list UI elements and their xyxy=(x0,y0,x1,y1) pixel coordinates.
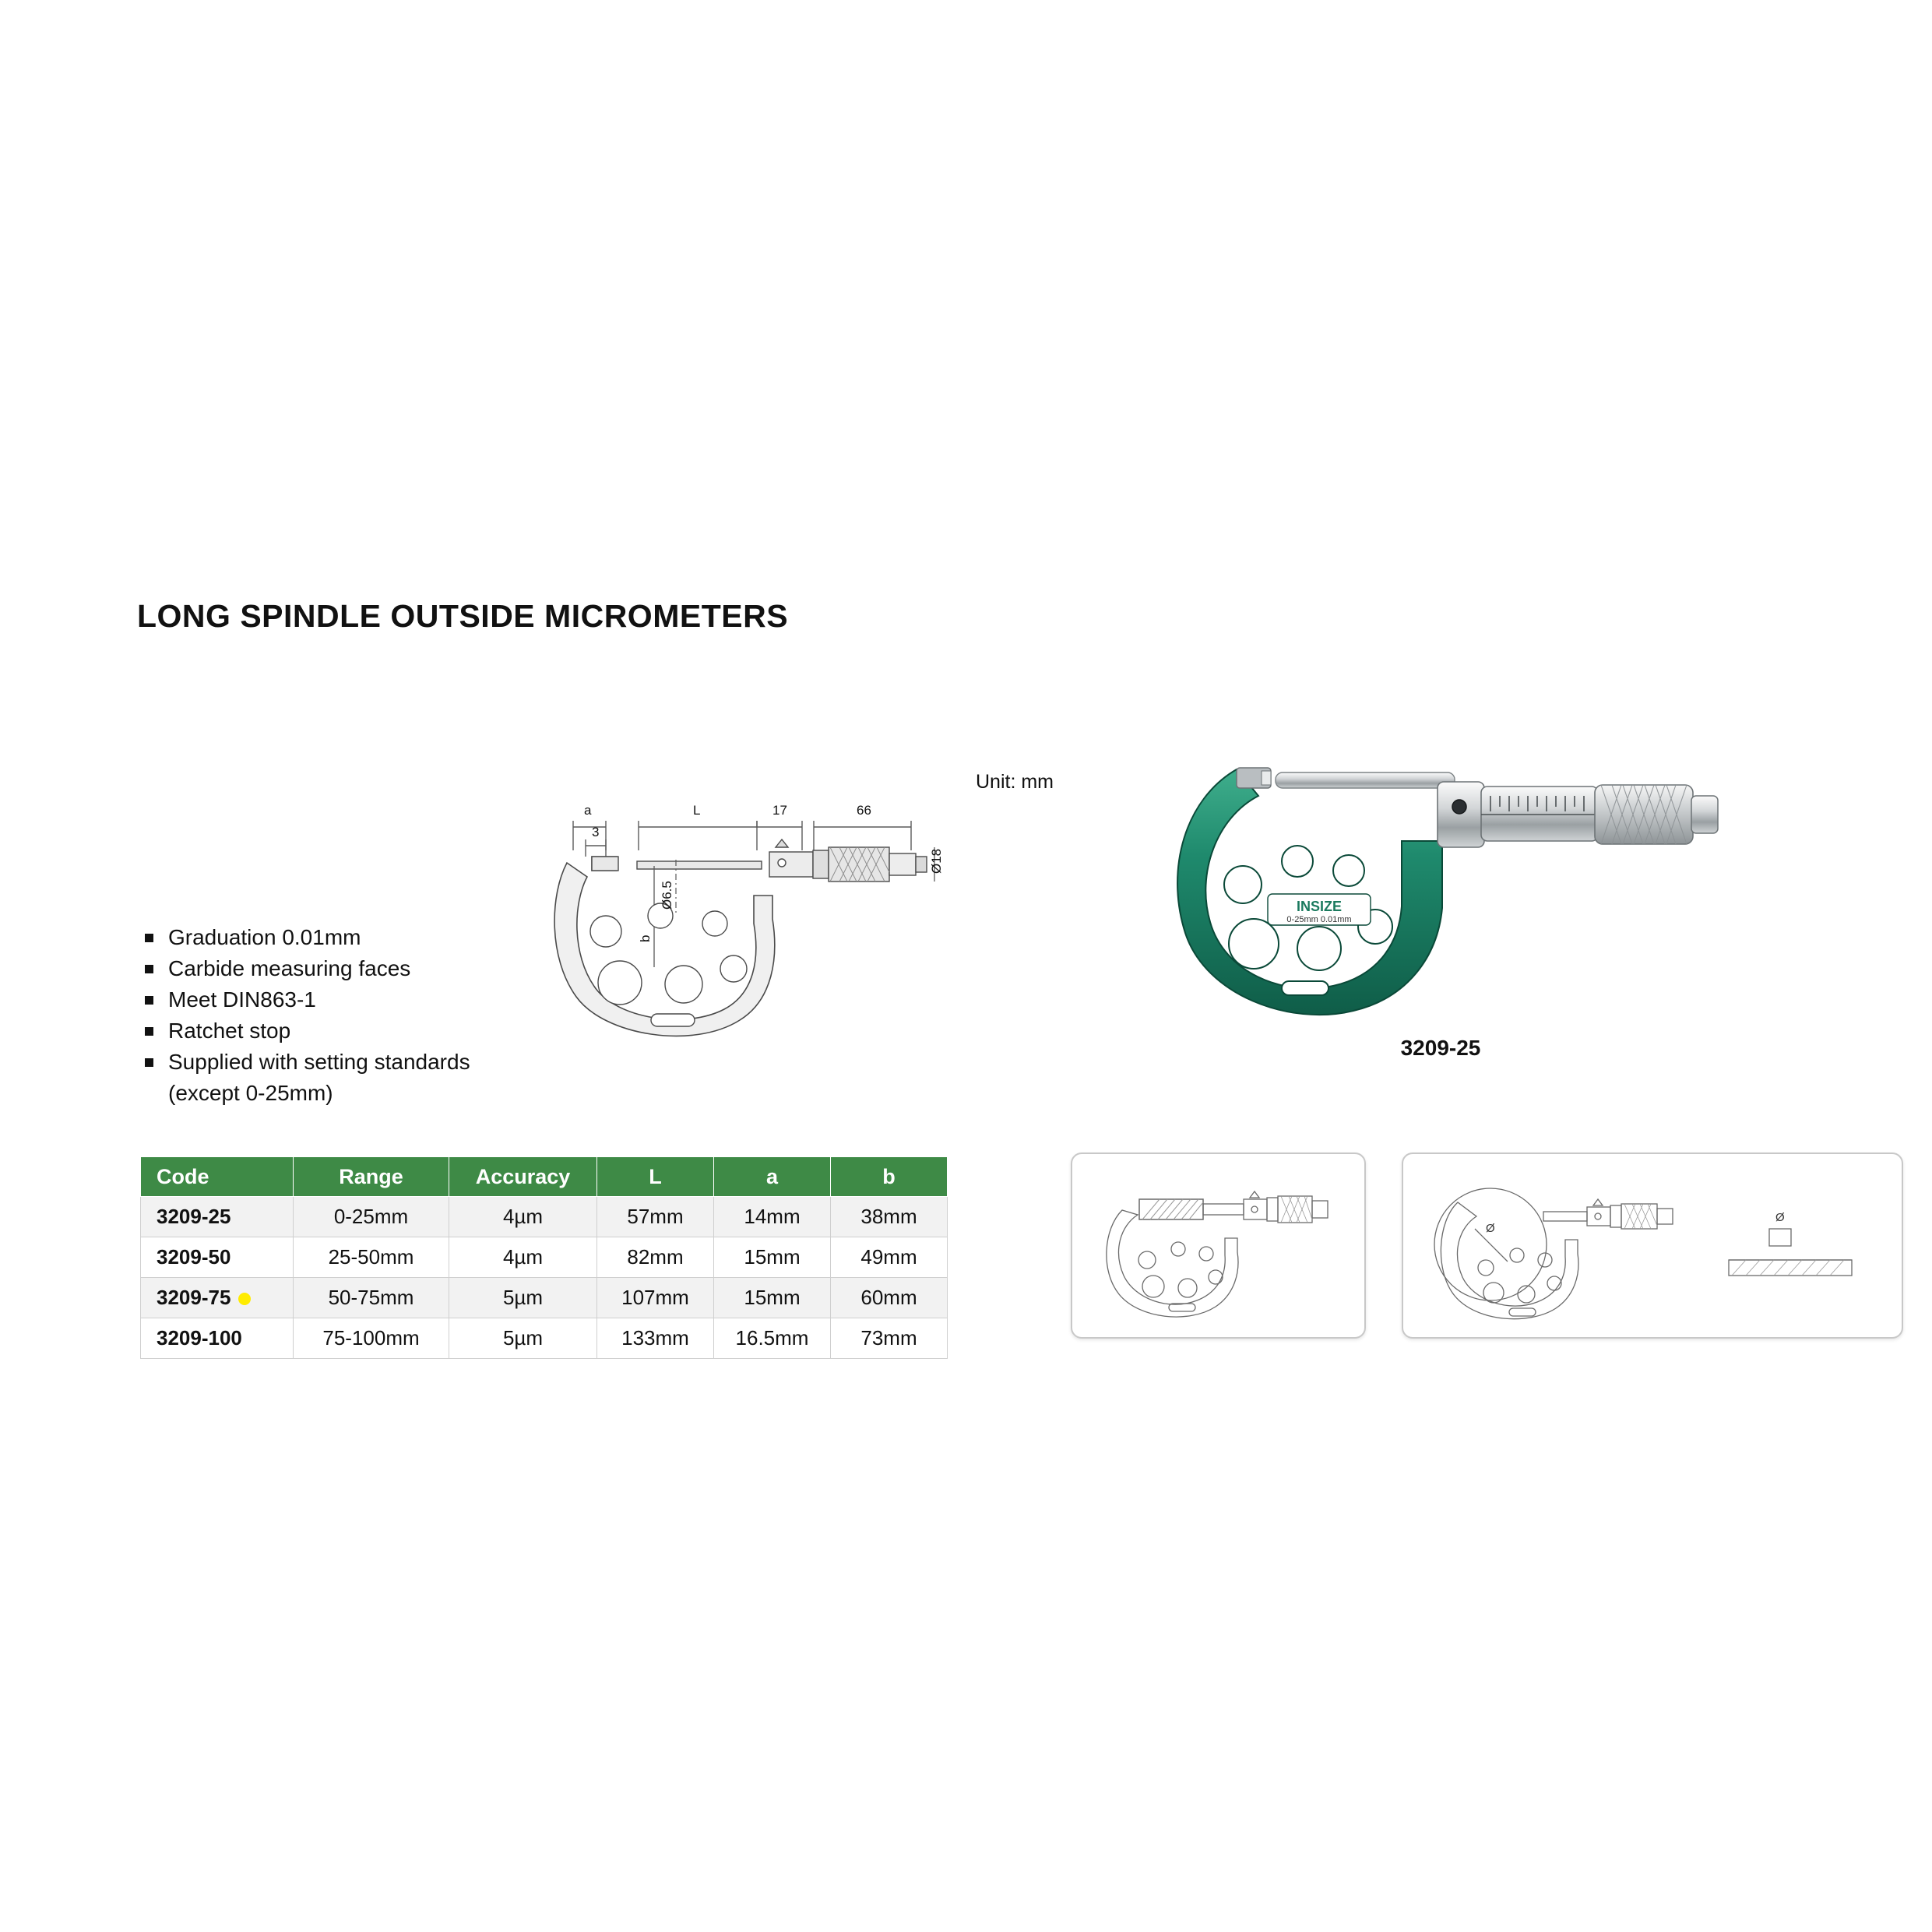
feature-item: Carbide measuring faces xyxy=(142,954,470,984)
application-drawing-2 xyxy=(1403,1154,1902,1337)
cell-accuracy: 5µm xyxy=(449,1278,597,1318)
cell-l: 57mm xyxy=(597,1197,714,1237)
feature-item-continuation: (except 0-25mm) xyxy=(168,1081,333,1105)
cell-b: 49mm xyxy=(831,1237,948,1278)
dim-label-17: 17 xyxy=(772,803,787,818)
cell-accuracy: 5µm xyxy=(449,1318,597,1359)
technical-line-drawing xyxy=(545,779,1090,1059)
table-row xyxy=(141,1318,948,1359)
unit-label: Unit: mm xyxy=(976,771,1054,793)
cell-accuracy: 4µm xyxy=(449,1197,597,1237)
dim-label-d65: Ø6.5 xyxy=(660,881,674,910)
application-illustration-2 xyxy=(1402,1153,1903,1339)
highlight-dot xyxy=(238,1293,251,1305)
column-header-a: a xyxy=(714,1157,831,1197)
column-header-l: L xyxy=(597,1157,714,1197)
product-photo-caption: 3209-25 xyxy=(1400,1036,1481,1060)
cell-b: 60mm xyxy=(831,1278,948,1318)
application-illustration-1 xyxy=(1071,1153,1366,1339)
code-text: 3209-50 xyxy=(157,1245,231,1269)
column-header-accuracy: Accuracy xyxy=(449,1157,597,1197)
brand-label: INSIZE xyxy=(1296,899,1343,914)
code-text: 3209-25 xyxy=(157,1205,231,1228)
product-photo xyxy=(1145,724,1737,1036)
dim-label-a: a xyxy=(584,803,592,818)
cell-range: 75-100mm xyxy=(294,1318,449,1359)
cell-code xyxy=(141,1318,294,1359)
cell-code xyxy=(141,1197,294,1237)
feature-list xyxy=(142,923,470,1110)
table-header-row xyxy=(141,1157,948,1197)
cell-a: 15mm xyxy=(714,1237,831,1278)
code-text: 3209-75 xyxy=(157,1286,231,1309)
table-row xyxy=(141,1278,948,1318)
brand-sublabel: 0-25mm 0.01mm xyxy=(1286,915,1352,924)
feature-item: Graduation 0.01mm xyxy=(142,923,470,952)
cell-code xyxy=(141,1237,294,1278)
feature-item: Meet DIN863-1 xyxy=(142,985,470,1015)
dim-label-L: L xyxy=(693,803,701,818)
column-header-b: b xyxy=(831,1157,948,1197)
dim-label-66: 66 xyxy=(857,803,871,818)
feature-item: Ratchet stop xyxy=(142,1016,470,1046)
column-header-range: Range xyxy=(294,1157,449,1197)
code-text: 3209-100 xyxy=(157,1326,242,1350)
feature-item: Supplied with setting standards xyxy=(142,1047,470,1077)
cell-a: 16.5mm xyxy=(714,1318,831,1359)
cell-range: 25-50mm xyxy=(294,1237,449,1278)
cell-l: 133mm xyxy=(597,1318,714,1359)
table-row xyxy=(141,1237,948,1278)
cell-range: 0-25mm xyxy=(294,1197,449,1237)
table-row xyxy=(141,1197,948,1237)
page-title: LONG SPINDLE OUTSIDE MICROMETERS xyxy=(137,598,789,634)
column-header-code: Code xyxy=(141,1157,294,1197)
cell-l: 107mm xyxy=(597,1278,714,1318)
application-drawing-1 xyxy=(1072,1154,1364,1337)
specification-table xyxy=(140,1156,948,1359)
cell-b: 38mm xyxy=(831,1197,948,1237)
cell-l: 82mm xyxy=(597,1237,714,1278)
diameter-symbol-left: Ø xyxy=(1486,1222,1495,1235)
cell-a: 15mm xyxy=(714,1278,831,1318)
cell-accuracy: 4µm xyxy=(449,1237,597,1278)
cell-b: 73mm xyxy=(831,1318,948,1359)
cell-code xyxy=(141,1278,294,1318)
dim-label-d18: Ø18 xyxy=(929,848,944,874)
diameter-symbol-right: Ø xyxy=(1775,1211,1785,1224)
dim-label-3: 3 xyxy=(592,825,600,839)
cell-a: 14mm xyxy=(714,1197,831,1237)
dim-label-b: b xyxy=(638,934,653,942)
cell-range: 50-75mm xyxy=(294,1278,449,1318)
